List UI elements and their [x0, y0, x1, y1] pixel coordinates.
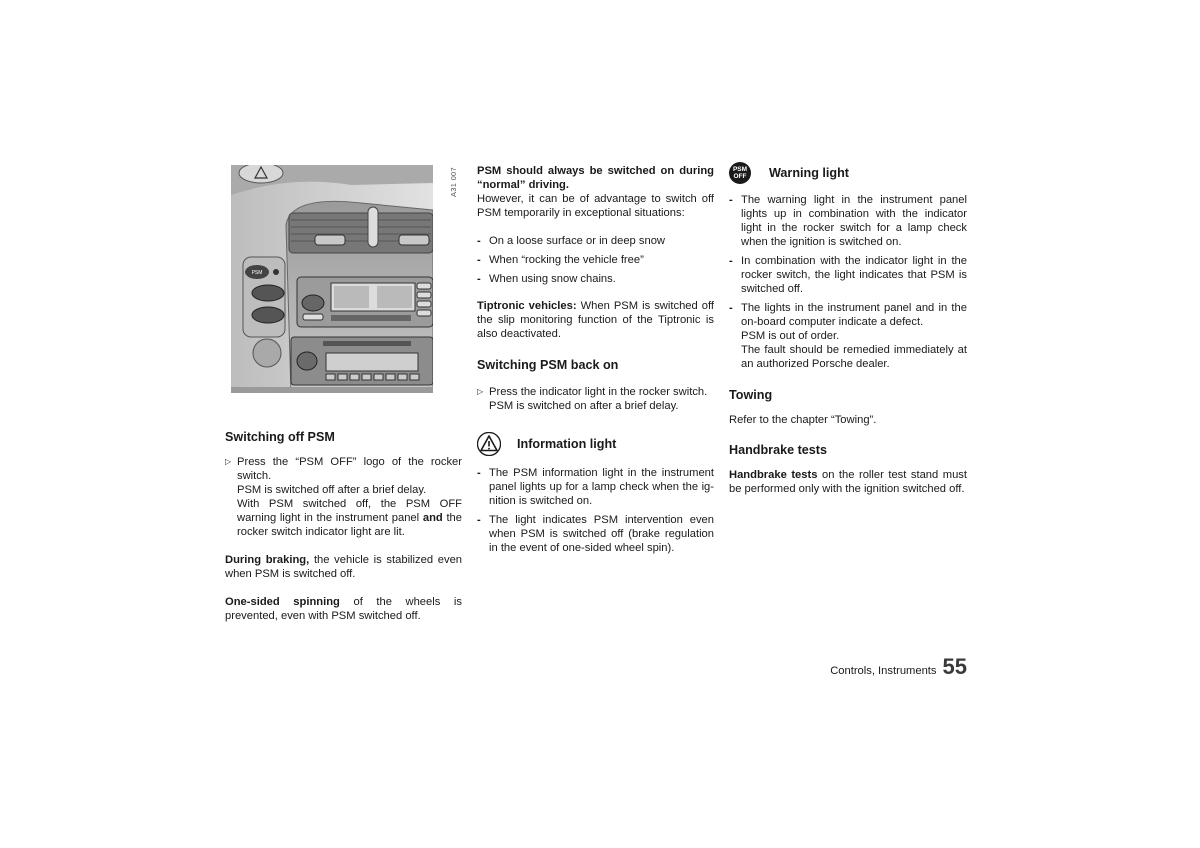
spinning-paragraph: One-sided spinning of the wheels is prevented, even with PSM switched off.	[225, 596, 462, 622]
switch-off-step	[225, 455, 462, 539]
warning-triangle-icon	[477, 432, 501, 456]
step-text: ▷ Press the “PSM OFF” logo of the rocker switch.	[237, 456, 462, 482]
intro-text: However, it can be of advantage to switch off PSM temporarily in exceptional situations:	[477, 193, 714, 219]
switch-on-step	[477, 385, 714, 413]
towing-text: Refer to the chapter “Towing”.	[729, 414, 877, 426]
information-light-list	[477, 466, 714, 555]
list-item: - In combination with the indicator light in the rocker switch, the light indicates that PSM is switched off.	[729, 254, 967, 296]
tiptronic-paragraph: Tiptronic vehicles: When PSM is switched off the slip monitoring function of the Tiptronic is also deactivated.	[477, 300, 714, 340]
list-item: - The warning light in the instrument panel lights up in combination with the indicator light in the rocker switch for a lamp check when the ignition is switched on.	[729, 193, 967, 249]
column-right	[729, 162, 967, 496]
braking-paragraph: During braking, the vehicle is stabilized even when PSM is switched off.	[225, 554, 463, 580]
step-text: ▷ Press the indicator light in the rocker switch.	[489, 386, 708, 398]
chapter-title: Controls, Instruments	[830, 665, 937, 677]
step-text: PSM is switched on after a brief delay.	[489, 400, 679, 412]
page-number: 55	[942, 654, 967, 679]
psm-off-icon	[729, 162, 751, 184]
list-item: - On a loose surface or in deep snow	[477, 234, 714, 248]
column-middle	[477, 164, 714, 555]
intro-bold: PSM should always be switched on during “normal” driving.	[477, 165, 714, 191]
heading-switching-psm-back-on: Switching PSM back on	[477, 358, 619, 372]
switch-off-steps	[225, 455, 462, 539]
column-left	[225, 165, 462, 623]
list-item	[729, 301, 967, 371]
heading-information-light: Information light	[517, 437, 617, 451]
badge-line: PSM	[732, 166, 748, 173]
figure-code: A31 007	[449, 167, 458, 198]
warning-light-list	[729, 193, 967, 371]
heading-towing: Towing	[729, 388, 773, 402]
heading-switching-off-psm: Switching off PSM	[225, 430, 335, 444]
warning-light-header	[729, 162, 967, 184]
list-item: - When using snow chains.	[477, 272, 714, 286]
information-light-header	[477, 432, 714, 456]
situation-list	[477, 234, 714, 286]
switch-on-steps	[477, 385, 714, 413]
heading-handbrake-tests: Handbrake tests	[729, 443, 827, 457]
step-text: With PSM switched off, the PSM OFF warning light in the instrument panel and the rocker switch indicator light are lit.	[237, 498, 463, 538]
list-item: - When “rocking the vehicle free”	[477, 253, 714, 267]
item-text: - The lights in the instrument panel and in the on-board computer indicate a defect.	[741, 302, 967, 328]
step-text: PSM is switched off after a brief delay.	[237, 484, 427, 496]
handbrake-paragraph: Handbrake tests on the roller test stand must be performed only with the ignition switched off.	[729, 469, 968, 495]
center-console-figure	[231, 165, 433, 393]
item-text: The fault should be remedied immediately at an authorized Porsche dealer.	[741, 344, 967, 370]
list-item: - The PSM information light in the instrument panel lights up for a lamp check when the ig-nition is switched on.	[477, 466, 714, 508]
page-footer	[800, 654, 967, 679]
psm-off-switch-label: PSM	[251, 270, 263, 276]
dashboard-illustration	[225, 165, 462, 393]
item-text: PSM is out of order.	[741, 330, 840, 342]
list-item: - The light indicates PSM intervention even when PSM is switched off (brake regulation in the event of one-sided wheel spin).	[477, 513, 714, 555]
heading-warning-light: Warning light	[769, 166, 849, 180]
badge-line: OFF	[733, 173, 747, 180]
